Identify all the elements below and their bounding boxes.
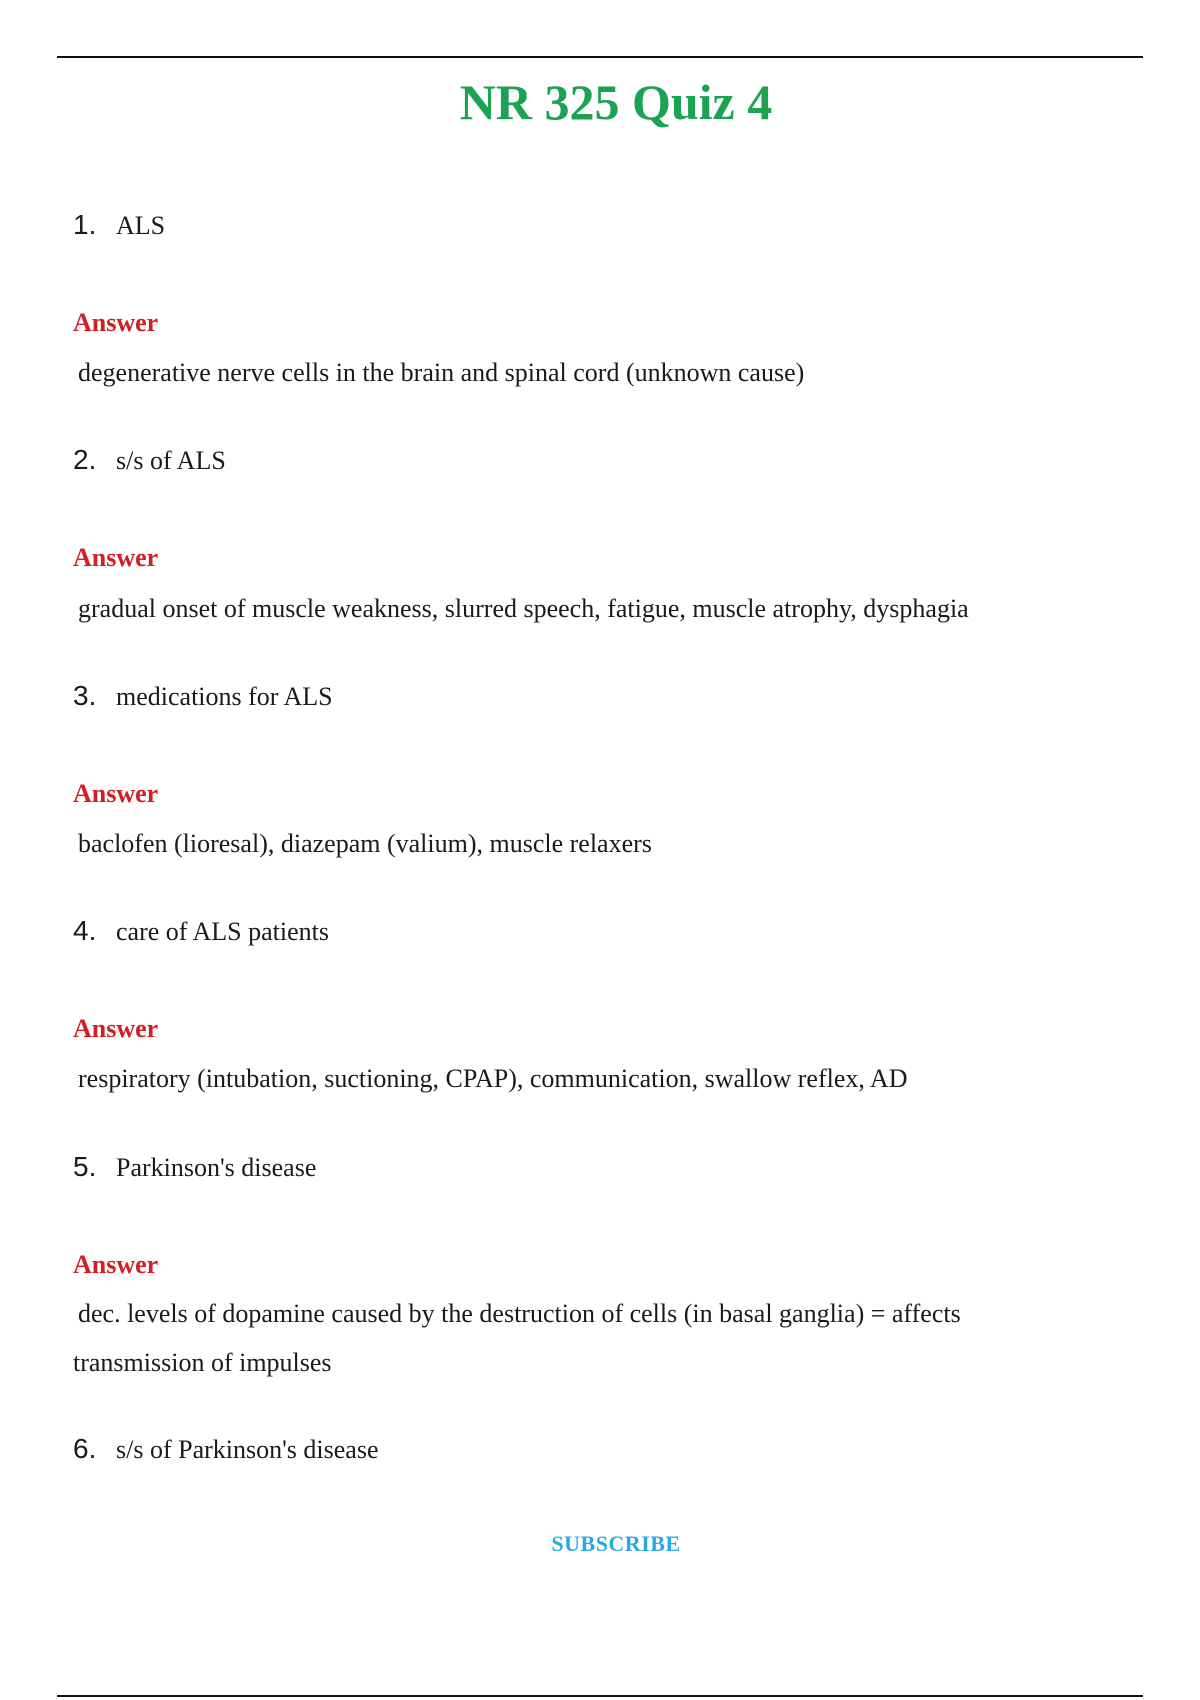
question-item-2: [73, 443, 226, 478]
question-number: 6.: [73, 1433, 97, 1464]
answer-label-1: Answer: [73, 308, 159, 337]
question-item-6: [73, 1432, 379, 1467]
question-text: s/s of ALS: [116, 446, 226, 475]
question-text: s/s of Parkinson's disease: [116, 1435, 379, 1464]
answer-text-1: degenerative nerve cells in the brain and spinal cord (unknown cause): [78, 358, 805, 387]
question-item-5: [73, 1150, 316, 1185]
answer-label-4: Answer: [73, 1014, 159, 1043]
document-title: NR 325 Quiz 4: [459, 74, 773, 130]
answer-label-3: Answer: [73, 779, 159, 808]
question-number: 4.: [73, 915, 97, 946]
subscribe-link[interactable]: SUBSCRIBE: [551, 1531, 681, 1556]
answer-text-5: dec. levels of dopamine caused by the destruction of cells (in basal ganglia) = affects transmission of impulses: [73, 1299, 961, 1377]
question-text: care of ALS patients: [116, 917, 329, 946]
question-item-1: [73, 208, 165, 243]
answer-label-5: Answer: [73, 1250, 159, 1279]
question-text: Parkinson's disease: [116, 1153, 317, 1182]
question-text: ALS: [116, 211, 166, 240]
answer-label-2: Answer: [73, 543, 159, 572]
question-number: 2.: [73, 444, 97, 475]
answer-text-4: respiratory (intubation, suctioning, CPAP), communication, swallow reflex, AD: [78, 1064, 908, 1093]
question-number: 5.: [73, 1151, 97, 1182]
question-number: 1.: [73, 209, 97, 240]
bottom-rule: [57, 1695, 1143, 1697]
top-rule: [57, 56, 1143, 58]
answer-text-3: baclofen (lioresal), diazepam (valium), muscle relaxers: [78, 829, 652, 858]
question-number: 3.: [73, 680, 97, 711]
question-text: medications for ALS: [116, 682, 333, 711]
question-item-4: [73, 914, 329, 949]
question-item-3: [73, 679, 333, 714]
answer-text-2: gradual onset of muscle weakness, slurred speech, fatigue, muscle atrophy, dysphagia: [78, 594, 969, 623]
